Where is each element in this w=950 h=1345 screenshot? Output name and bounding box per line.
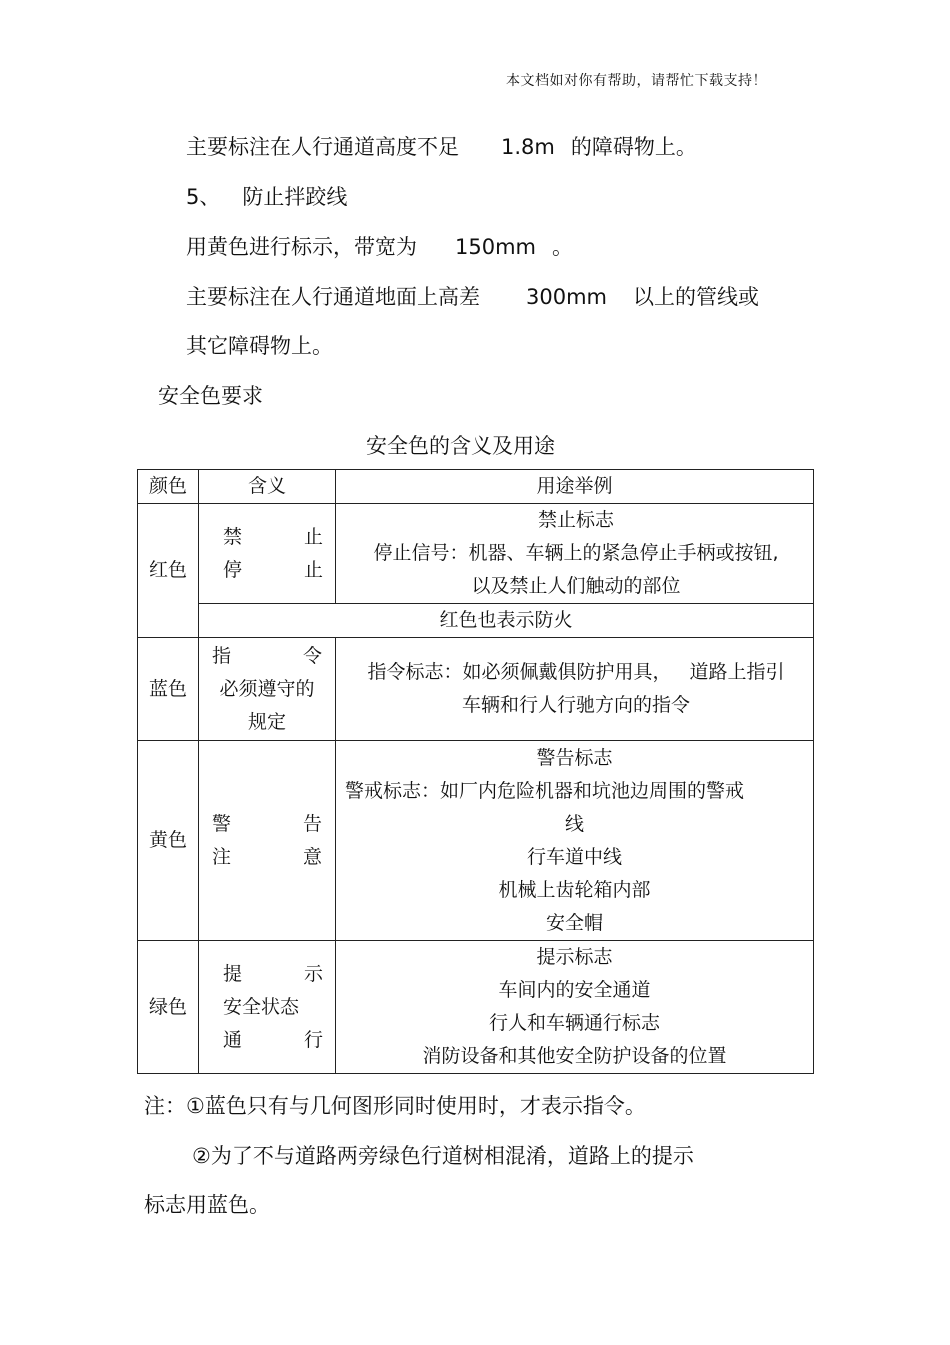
use-line: 停止信号：机器、车辆上的紧急停止手柄或按钮, — [373, 542, 779, 564]
uses-blue — [336, 638, 814, 741]
meaning-char: 止 — [303, 558, 323, 581]
header-color: 颜色 — [138, 470, 199, 504]
table-row-red-extra — [138, 604, 814, 638]
meaning-char: 通 — [223, 1028, 243, 1051]
meaning-char: 止 — [303, 525, 323, 548]
meaning-line: 规定 — [247, 710, 286, 733]
meaning-char: 告 — [302, 812, 322, 835]
item-number: 5、 — [186, 185, 221, 209]
meaning-yellow — [199, 741, 336, 941]
table-row-yellow — [138, 741, 814, 941]
paragraph-ground-height — [186, 283, 759, 311]
uses-red — [336, 504, 814, 604]
section-heading: 安全色要求 — [158, 384, 263, 408]
paragraph-obstacle-height — [186, 133, 697, 161]
value-height-diff: 300mm — [526, 285, 607, 309]
meaning-char: 指 — [212, 644, 232, 667]
table-caption: 安全色的含义及用途 — [366, 434, 555, 458]
color-green: 绿色 — [138, 941, 199, 1074]
paragraph-continuation: 其它障碍物上。 — [186, 334, 333, 358]
use-line: 禁止标志 — [537, 509, 614, 531]
meaning-char: 禁 — [223, 525, 243, 548]
color-yellow: 黄色 — [138, 741, 199, 941]
table-row-red — [138, 504, 814, 604]
meaning-char: 示 — [303, 962, 323, 985]
use-line: 安全帽 — [545, 911, 603, 934]
item-title: 防止拌跤线 — [242, 185, 348, 209]
note-2: ②为了不与道路两旁绿色行道树相混淆，道路上的提示 — [192, 1144, 694, 1168]
use-line: 线 — [564, 812, 584, 835]
red-fire-note: 红色也表示防火 — [199, 604, 814, 638]
use-line: 车辆和行人行驰方向的指令 — [461, 694, 690, 716]
color-red: 红色 — [138, 504, 199, 638]
meaning-char: 注 — [212, 845, 232, 868]
header-meaning: 含义 — [199, 470, 336, 504]
meaning-green — [199, 941, 336, 1074]
value-height: 1.8m — [501, 135, 555, 159]
paragraph-yellow-band — [186, 233, 573, 261]
use-line: 以及禁止人们触动的部位 — [471, 575, 681, 597]
meaning-red — [199, 504, 336, 604]
meaning-line: 安全状态 — [223, 995, 300, 1018]
meaning-line: 必须遵守的 — [219, 677, 315, 700]
value-width: 150mm — [455, 235, 536, 259]
use-line: 行车道中线 — [526, 845, 622, 868]
color-blue: 蓝色 — [138, 638, 199, 741]
text: 用黄色进行标示，带宽为 — [186, 235, 417, 259]
header-uses: 用途举例 — [336, 470, 814, 504]
use-line: 指令标志：如必须佩戴俱防护用具， 道路上指引 — [367, 661, 785, 683]
text: 主要标注在人行通道高度不足 — [186, 135, 459, 159]
header-note: 本文档如对你有帮助，请帮忙下载支持！ — [506, 73, 767, 89]
use-line: 机械上齿轮箱内部 — [498, 878, 651, 901]
use-line: 提示标志 — [536, 946, 613, 968]
meaning-char: 令 — [302, 644, 322, 667]
meaning-char: 警 — [212, 812, 232, 835]
table-row-blue — [138, 638, 814, 741]
use-line: 行人和车辆通行标志 — [488, 1012, 660, 1034]
meaning-char: 提 — [223, 962, 243, 985]
text: 的障碍物上。 — [570, 135, 697, 159]
text: 主要标注在人行通道地面上高差 — [186, 285, 480, 309]
meaning-char: 意 — [302, 845, 322, 868]
note-3: 标志用蓝色。 — [144, 1193, 270, 1217]
uses-yellow — [336, 741, 814, 941]
safety-color-table — [137, 469, 814, 1074]
text: 。 — [552, 235, 573, 259]
note-1: 注：①蓝色只有与几何图形同时使用时，才表示指令。 — [144, 1094, 646, 1118]
meaning-char: 停 — [223, 558, 243, 581]
table-header-row — [138, 470, 814, 504]
text: 以上的管线或 — [633, 285, 759, 309]
use-line: 警戒标志：如厂内危险机器和坑池边周围的警戒 — [345, 779, 745, 802]
meaning-char: 行 — [303, 1028, 323, 1051]
use-line: 警告标志 — [536, 746, 613, 769]
table-row-green — [138, 941, 814, 1074]
use-line: 消防设备和其他安全防护设备的位置 — [422, 1045, 727, 1067]
meaning-blue — [199, 638, 336, 741]
uses-green — [336, 941, 814, 1074]
use-line: 车间内的安全通道 — [498, 979, 651, 1001]
item-5-heading — [186, 183, 347, 211]
